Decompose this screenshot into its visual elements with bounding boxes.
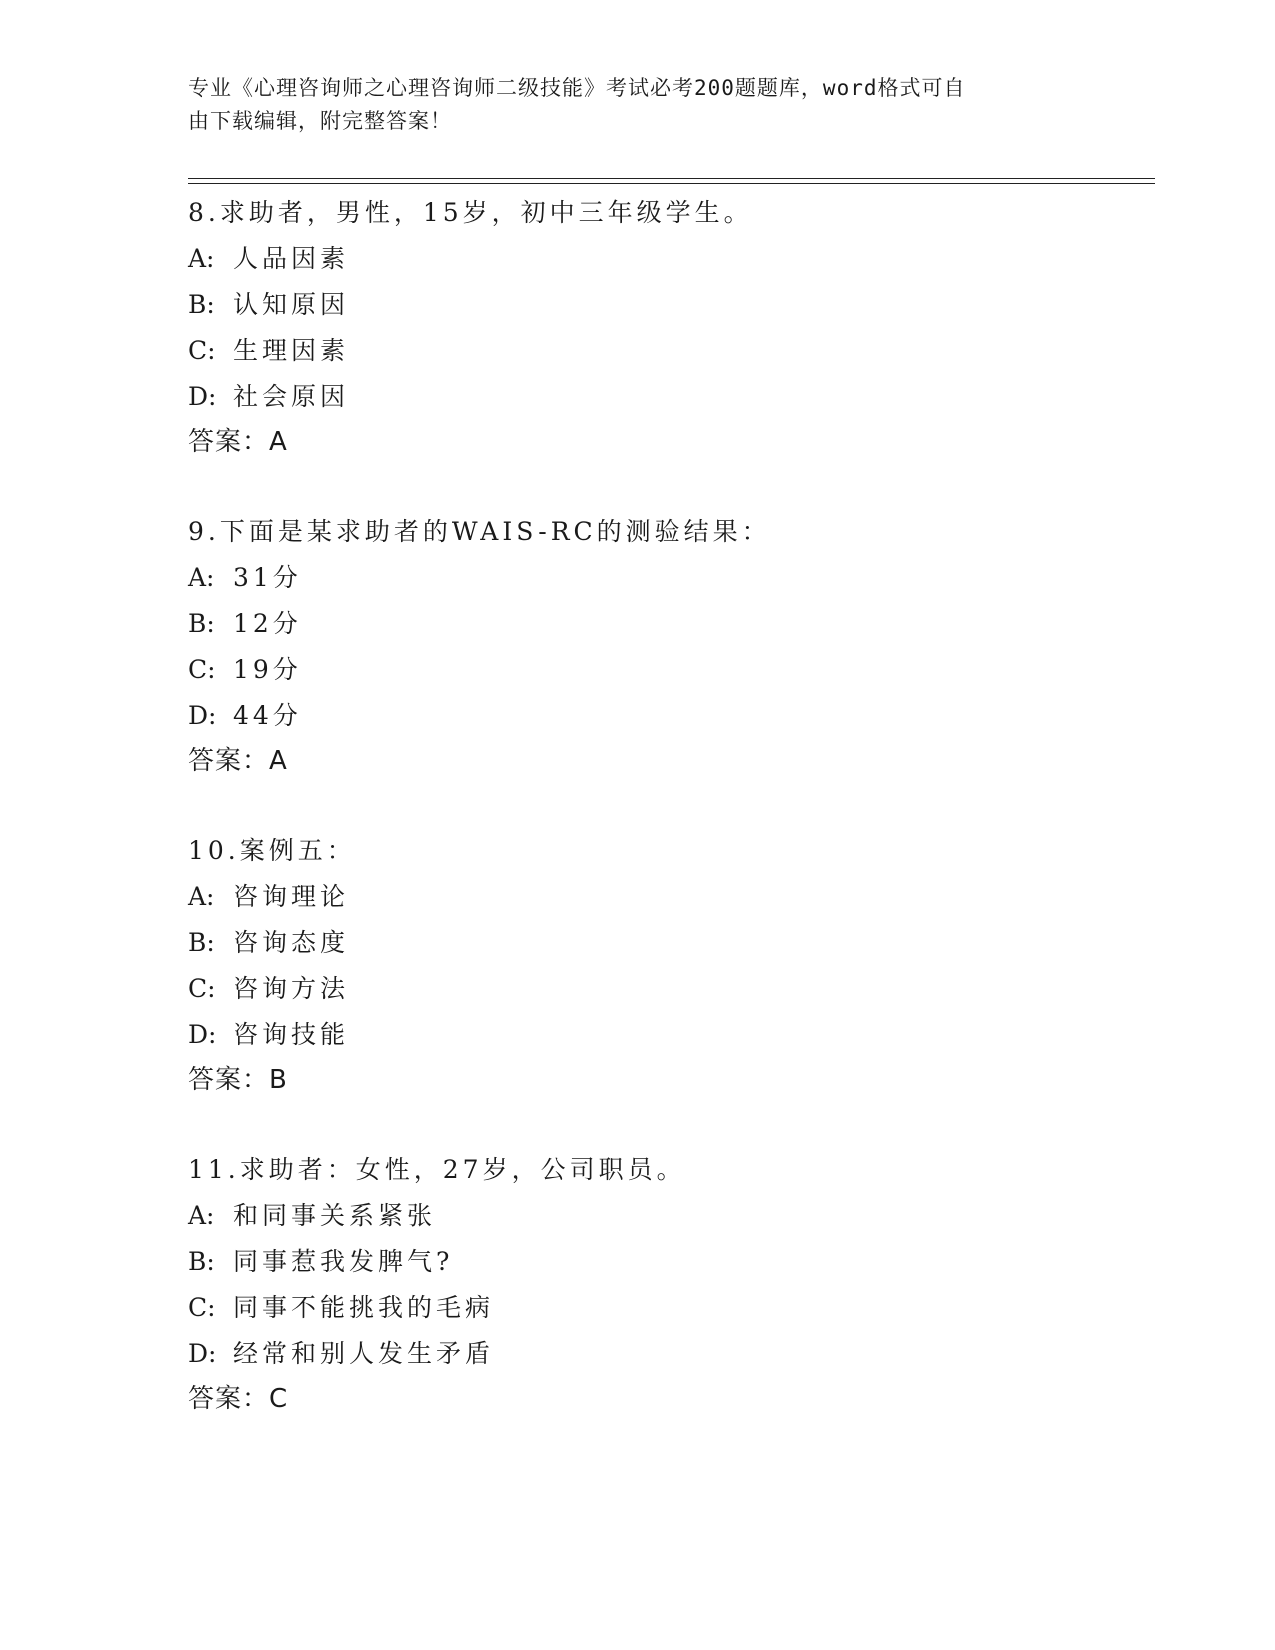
option-b [188, 282, 1148, 328]
option-a [188, 236, 1148, 282]
answer-line: 答案：C [188, 1384, 289, 1414]
option-letter: A: [188, 1201, 215, 1230]
option-letter: A: [188, 244, 215, 273]
option-a [188, 874, 1148, 920]
option-letter: A: [188, 882, 215, 911]
option-text: 生理因素 [233, 336, 350, 365]
option-letter: A: [188, 563, 215, 592]
option-b [188, 601, 1148, 647]
answer-line: 答案：B [188, 1065, 288, 1095]
option-text: 咨询理论 [233, 882, 350, 911]
option-text: 认知原因 [233, 290, 350, 319]
question-stem: 10.案例五： [188, 836, 356, 865]
option-text: 社会原因 [233, 382, 350, 411]
option-text: 经常和别人发生矛盾 [233, 1339, 495, 1368]
option-text: 12分 [233, 609, 302, 638]
option-text: 同事惹我发脾气? [233, 1247, 454, 1276]
option-letter: B: [188, 928, 215, 957]
question-stem: 11.求助者：女性，27岁，公司职员。 [188, 1155, 686, 1184]
header-divider-bottom [188, 183, 1155, 184]
option-a [188, 555, 1148, 601]
option-letter: D: [188, 1020, 217, 1049]
option-text: 19分 [233, 655, 302, 684]
option-letter: C: [188, 655, 216, 684]
question-9 [188, 509, 1148, 783]
answer-line: 答案：A [188, 427, 288, 457]
question-10 [188, 828, 1148, 1102]
option-text: 咨询方法 [233, 974, 350, 1003]
option-text: 同事不能挑我的毛病 [233, 1293, 495, 1322]
option-text: 31分 [233, 563, 302, 592]
option-b [188, 920, 1148, 966]
option-letter: C: [188, 1293, 216, 1322]
option-d [188, 1012, 1148, 1058]
option-letter: D: [188, 382, 217, 411]
question-11 [188, 1147, 1148, 1421]
option-d [188, 1331, 1148, 1377]
option-letter: D: [188, 1339, 217, 1368]
option-text: 人品因素 [233, 244, 350, 273]
question-stem: 9.下面是某求助者的WAIS-RC的测验结果： [188, 517, 771, 546]
option-d [188, 693, 1148, 739]
header-line-2: 由下载编辑，附完整答案！ [188, 109, 452, 133]
header-line-1: 专业《心理咨询师之心理咨询师二级技能》考试必考200题题库，word格式可自 [188, 76, 966, 100]
option-letter: B: [188, 1247, 215, 1276]
option-text: 咨询态度 [233, 928, 350, 957]
option-c [188, 647, 1148, 693]
document-header [188, 72, 1068, 138]
question-list [188, 190, 1148, 1466]
option-letter: C: [188, 974, 216, 1003]
question-stem: 8.求助者，男性，15岁，初中三年级学生。 [188, 198, 753, 227]
question-8 [188, 190, 1148, 464]
answer-line: 答案：A [188, 746, 288, 776]
option-c [188, 1285, 1148, 1331]
option-b [188, 1239, 1148, 1285]
option-c [188, 328, 1148, 374]
option-text: 咨询技能 [233, 1020, 350, 1049]
option-a [188, 1193, 1148, 1239]
option-c [188, 966, 1148, 1012]
option-text: 44分 [233, 701, 302, 730]
header-divider-top [188, 178, 1155, 179]
option-letter: B: [188, 609, 215, 638]
option-text: 和同事关系紧张 [233, 1201, 437, 1230]
option-letter: D: [188, 701, 217, 730]
option-letter: B: [188, 290, 215, 319]
option-letter: C: [188, 336, 216, 365]
option-d [188, 374, 1148, 420]
